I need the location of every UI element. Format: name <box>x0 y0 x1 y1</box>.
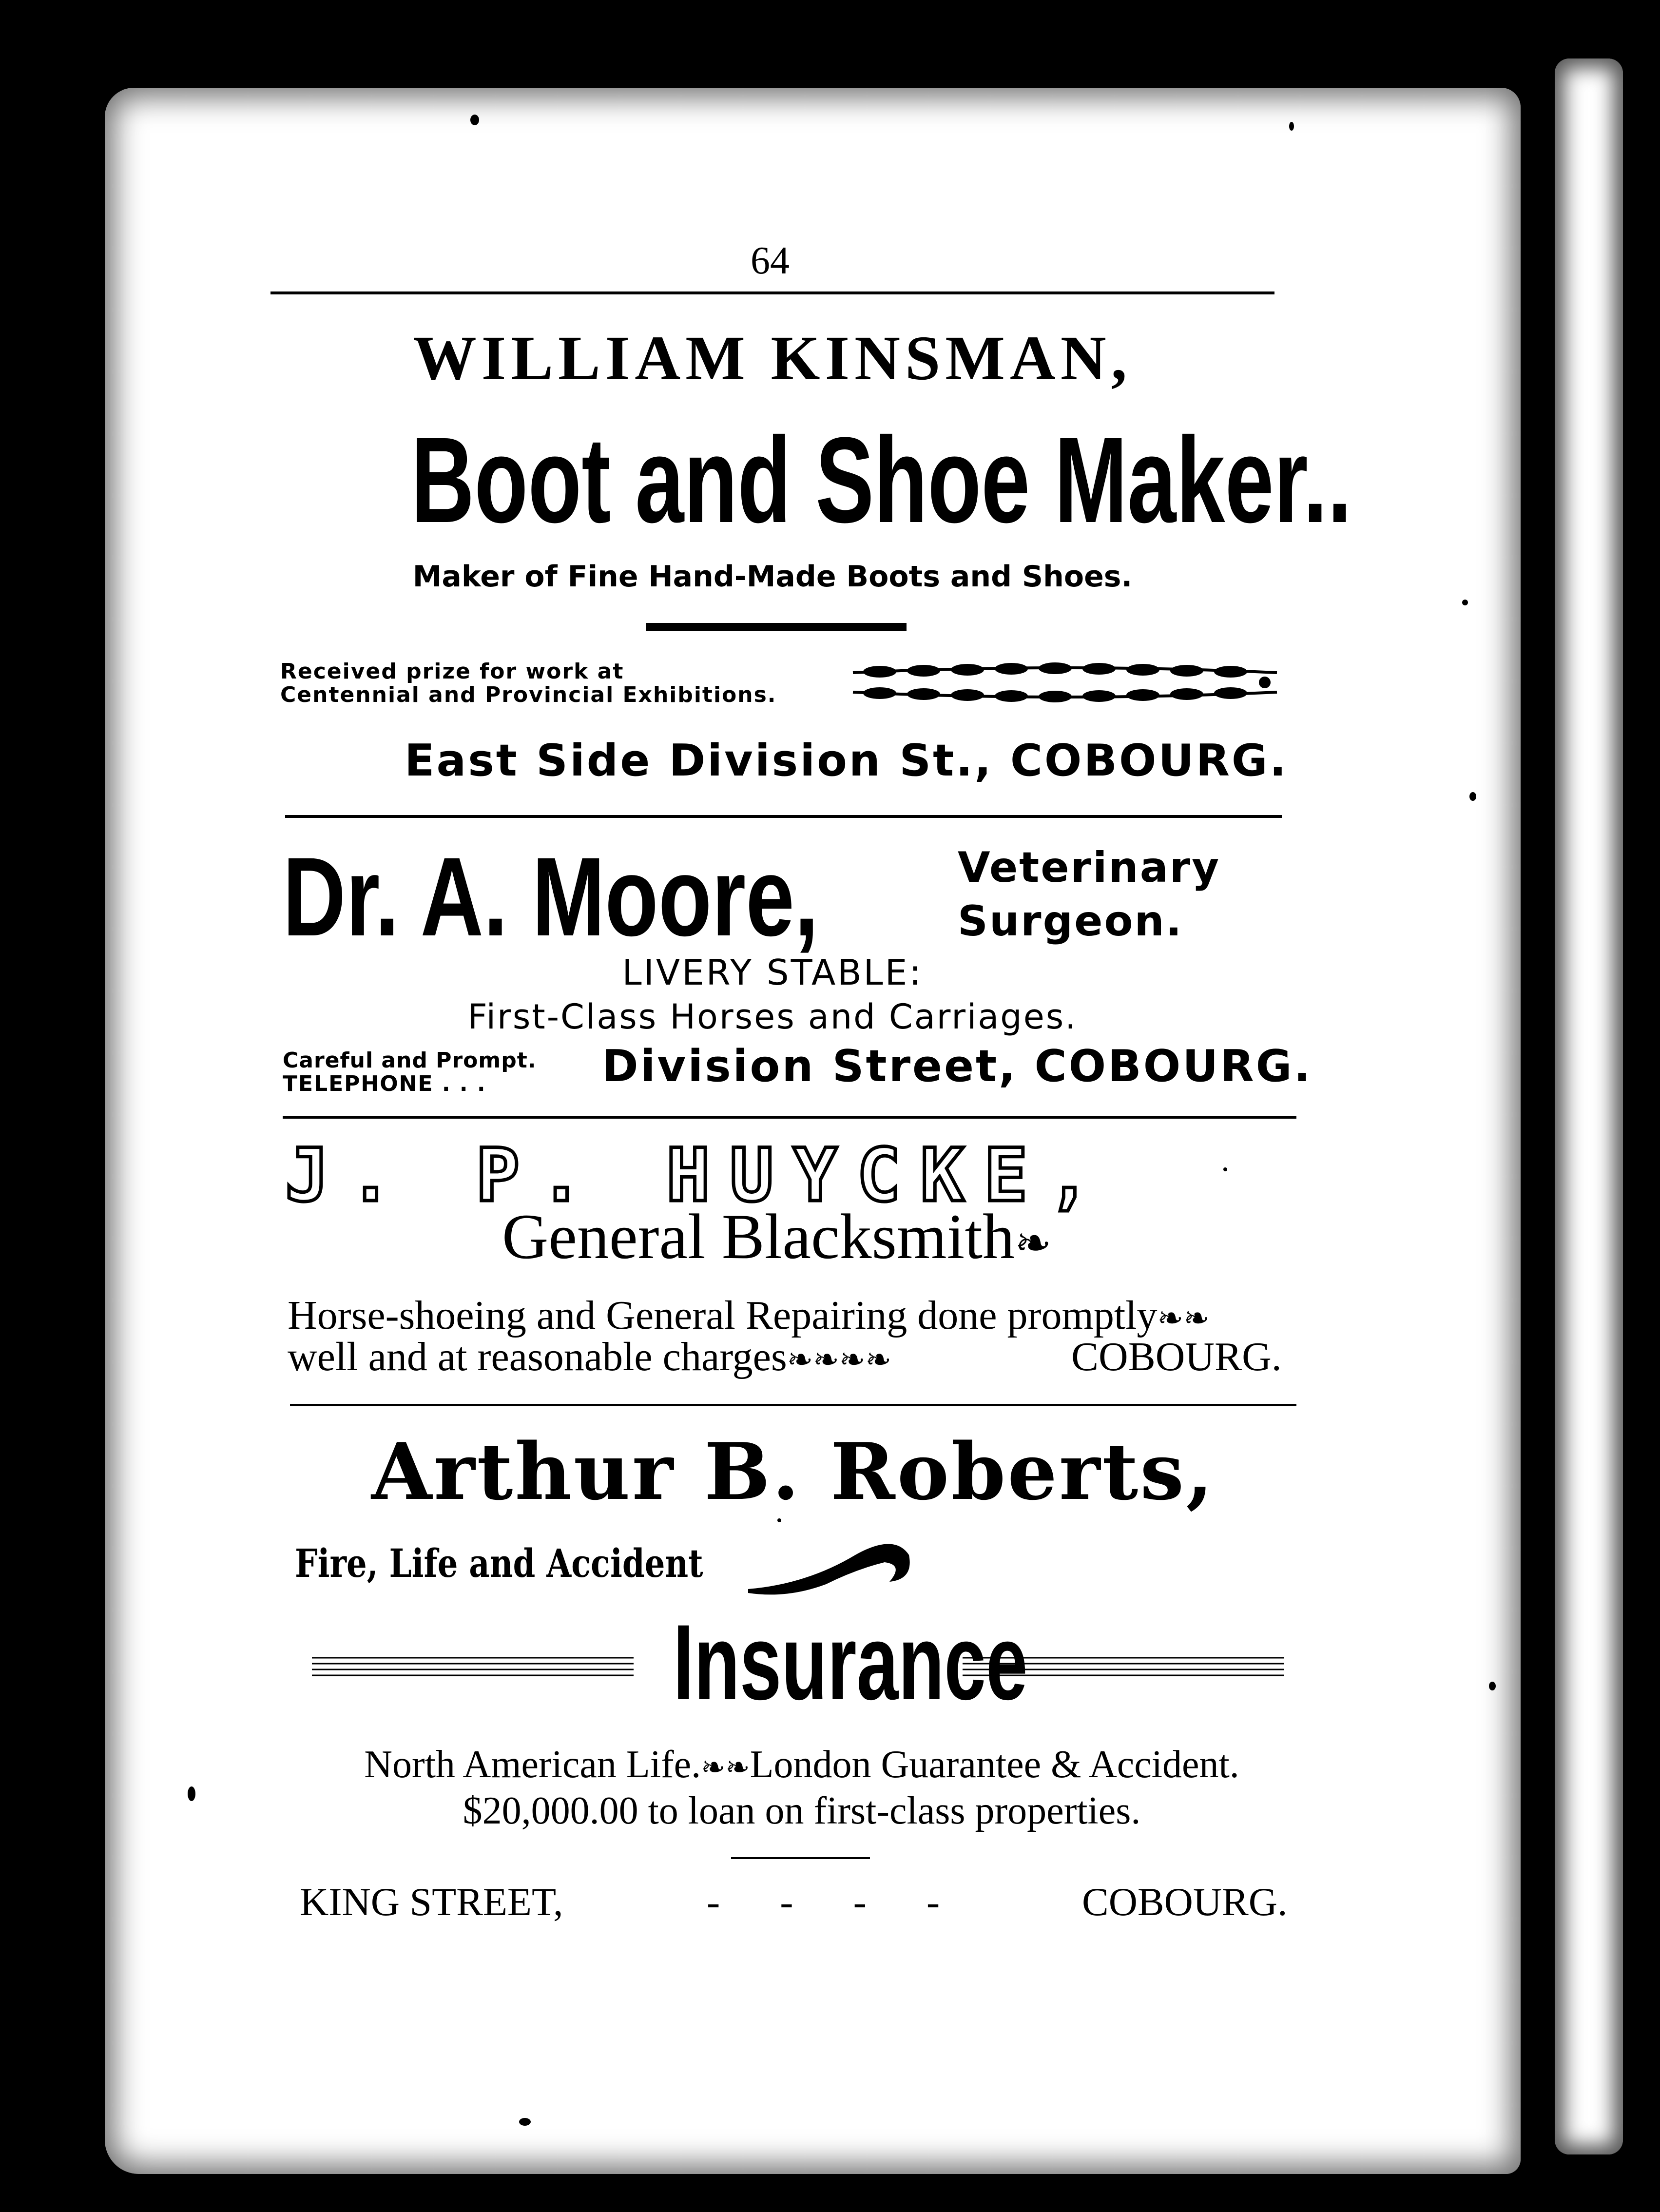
kinsman-prize-line1: Received prize for work at <box>280 659 624 684</box>
roberts-dashes: - - - - <box>707 1880 940 1924</box>
divider-2 <box>283 1116 1296 1119</box>
roberts-companies <box>295 1743 1309 1787</box>
kinsman-address: East Side Division St., COBOURG. <box>405 735 1288 786</box>
kinsman-prize-line2: Centennial and Provincial Exhibitions. <box>280 682 777 707</box>
divider-3 <box>290 1404 1296 1406</box>
huycke-trade: General Blacksmith <box>502 1201 1015 1272</box>
scan-speck <box>188 1786 195 1801</box>
scan-speck <box>1223 1167 1227 1171</box>
page-number: 64 <box>751 239 790 282</box>
huycke-line2-wrap <box>288 1333 891 1380</box>
huycke-trade-line <box>502 1199 1051 1274</box>
roberts-kinds: Fire, Life and Accident <box>295 1540 703 1586</box>
moore-stable-desc: First-Class Horses and Carriages. <box>467 997 1078 1037</box>
kinsman-trade: Boot and Shoe Maker.. <box>411 412 1352 548</box>
moore-title-line1: Veterinary <box>958 843 1221 892</box>
scan-speck <box>1462 600 1468 605</box>
laurel-ornament <box>850 658 1279 707</box>
scan-speck <box>1469 792 1476 801</box>
moore-name: Dr. A. Moore, <box>283 834 819 959</box>
kinsman-short-rule <box>646 623 907 631</box>
roberts-insurance: Insurance <box>673 1602 1028 1722</box>
huycke-line1-ornament: ❧❧ <box>1157 1301 1210 1336</box>
huycke-line2-ornament: ❧❧❧❧ <box>787 1342 892 1377</box>
scan-speck <box>777 1518 781 1522</box>
adjacent-page-edge <box>1555 58 1623 2154</box>
insurance-right-lines <box>963 1655 1284 1682</box>
huycke-town: COBOURG. <box>1071 1334 1282 1379</box>
insurance-left-lines <box>312 1655 634 1682</box>
roberts-short-rule <box>731 1857 870 1859</box>
roberts-companies-ornament: ❧❧ <box>701 1751 750 1784</box>
divider-1 <box>285 815 1282 818</box>
roberts-company-a: North American Life. <box>364 1743 701 1786</box>
roberts-town: COBOURG. <box>1082 1880 1288 1924</box>
huycke-name: J. P. HUYCKE, <box>285 1133 1111 1218</box>
scan-speck <box>470 115 479 125</box>
top-rule <box>270 291 1274 294</box>
roberts-loan: $20,000.00 to loan on first-class properties. <box>463 1789 1141 1832</box>
roberts-street: KING STREET, <box>300 1880 563 1924</box>
swash-ornament <box>748 1535 914 1599</box>
roberts-company-b: London Guarantee & Accident. <box>750 1743 1239 1786</box>
kinsman-name: WILLIAM KINSMAN, <box>413 323 1132 393</box>
moore-address: Division Street, COBOURG. <box>602 1041 1313 1092</box>
huycke-line1-wrap <box>288 1292 1210 1339</box>
moore-telephone: TELEPHONE . . . <box>283 1071 486 1096</box>
moore-careful: Careful and Prompt. <box>283 1048 537 1073</box>
paper-sheet <box>105 88 1521 2174</box>
scan-speck <box>1489 1682 1496 1690</box>
scan-speck <box>1289 122 1294 131</box>
huycke-line1: Horse-shoeing and General Repairing done promptly <box>288 1293 1158 1338</box>
huycke-line2: well and at reasonable charges <box>288 1334 787 1379</box>
roberts-name: Arthur B. Roberts, <box>371 1426 1215 1517</box>
huycke-ornament: ❧ <box>1015 1220 1052 1268</box>
moore-title-line2: Surgeon. <box>958 897 1183 946</box>
moore-stable: LIVERY STABLE: <box>622 952 923 993</box>
kinsman-tagline: Maker of Fine Hand-Made Boots and Shoes. <box>412 560 1133 594</box>
scan-speck <box>519 2118 531 2126</box>
